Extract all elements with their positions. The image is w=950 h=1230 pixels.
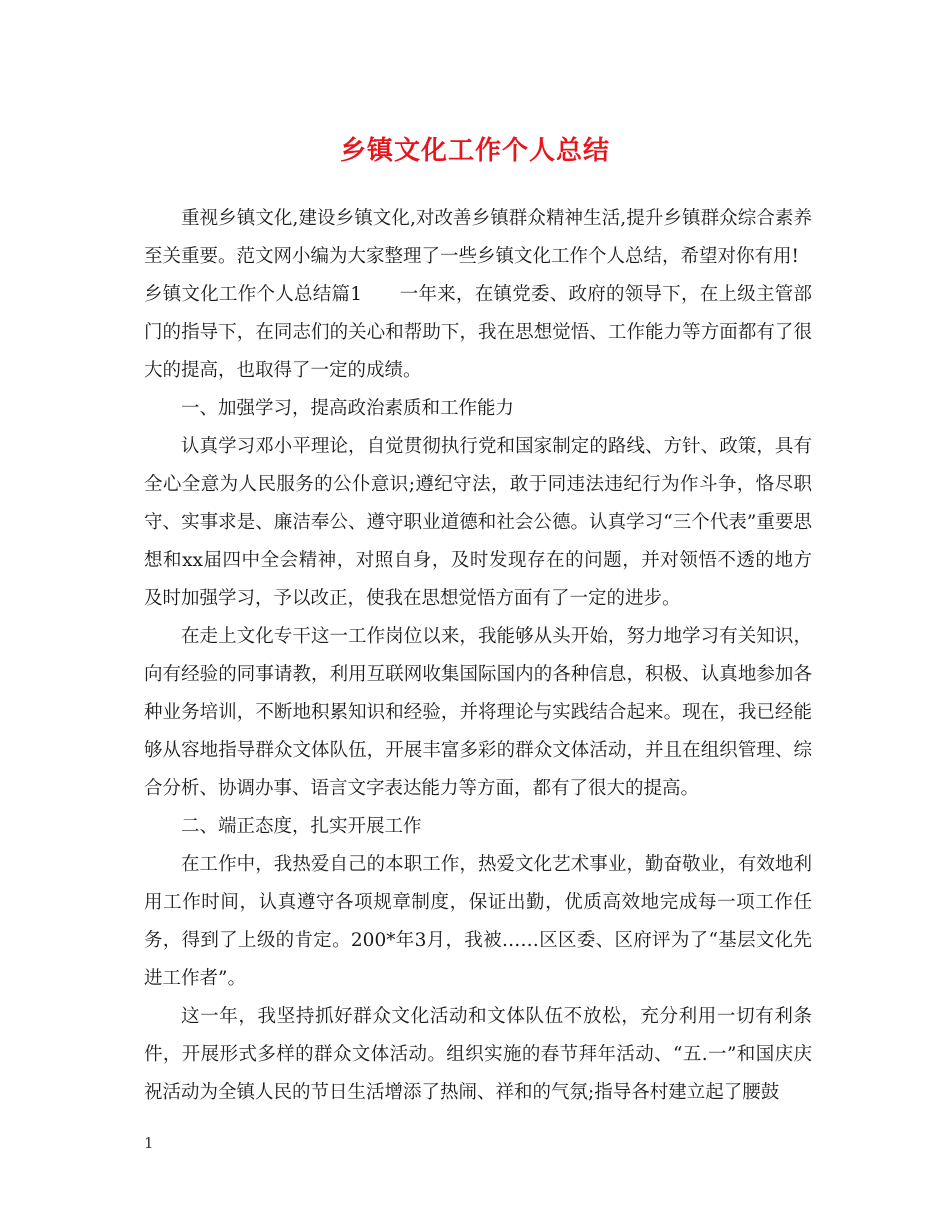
section-heading: 一、加强学习，提高政治素质和工作能力 xyxy=(181,398,515,419)
document-title: 乡镇文化工作个人总结 xyxy=(339,136,610,166)
section-heading: 二、端正态度，扎实开展工作 xyxy=(181,816,422,837)
paragraph: 重视乡镇文化,建设乡镇文化,对改善乡镇群众精神生活,提升乡镇群众综合素养至关重要。范文网小编为大家整理了一些乡镇文化工作个人总结，希望对你有用! xyxy=(144,208,812,267)
paragraph: 在走上文化专干这一工作岗位以来，我能够从头开始，努力地学习有关知识，向有经验的同事请教，利用互联网收集国际国内的各种信息，积极、认真地参加各种业务培训，不断地积累知识和经验，并将理论与实践结合起来。现在，我已经能够从容地指导群众文体队伍，开展丰富多彩的群众文体活动，并且在组织管理、综合分析、协调办事、语言文字表达能力等方面，都有了很大的提高。 xyxy=(144,626,812,799)
paragraph: 这一年，我坚持抓好群众文化活动和文体队伍不放松，充分利用一切有利条件，开展形式多样的群众文体活动。组织实施的春节拜年活动、“五.一”和国庆庆祝活动为全镇人民的节日生活增添了热闹、祥和的气氛;指导各村建立起了腰鼓 xyxy=(144,1006,812,1103)
paragraph: 乡镇文化工作个人总结篇1 一年来，在镇党委、政府的领导下，在上级主管部门的指导下，在同志们的关心和帮助下，我在思想觉悟、工作能力等方面都有了很大的提高，也取得了一定的成绩。 xyxy=(144,284,812,381)
paragraph: 在工作中，我热爱自己的本职工作，热爱文化艺术事业，勤奋敬业，有效地利用工作时间，认真遵守各项规章制度，保证出勤，优质高效地完成每一项工作任务，得到了上级的肯定。200*年3月，我被……区区委、区府评为了“基层文化先进工作者”。 xyxy=(144,854,812,989)
page-number: 1 xyxy=(144,1134,154,1152)
paragraph: 认真学习邓小平理论，自觉贯彻执行党和国家制定的路线、方针、政策，具有全心全意为人民服务的公仆意识;遵纪守法，敢于同违法违纪行为作斗争，恪尽职守、实事求是、廉洁奉公、遵守职业道德和社会公德。认真学习“三个代表”重要思想和xx届四中全会精神，对照自身，及时发现存在的问题，并对领悟不透的地方及时加强学习，予以改正，使我在思想觉悟方面有了一定的进步。 xyxy=(144,436,812,609)
document-body xyxy=(144,200,812,1112)
